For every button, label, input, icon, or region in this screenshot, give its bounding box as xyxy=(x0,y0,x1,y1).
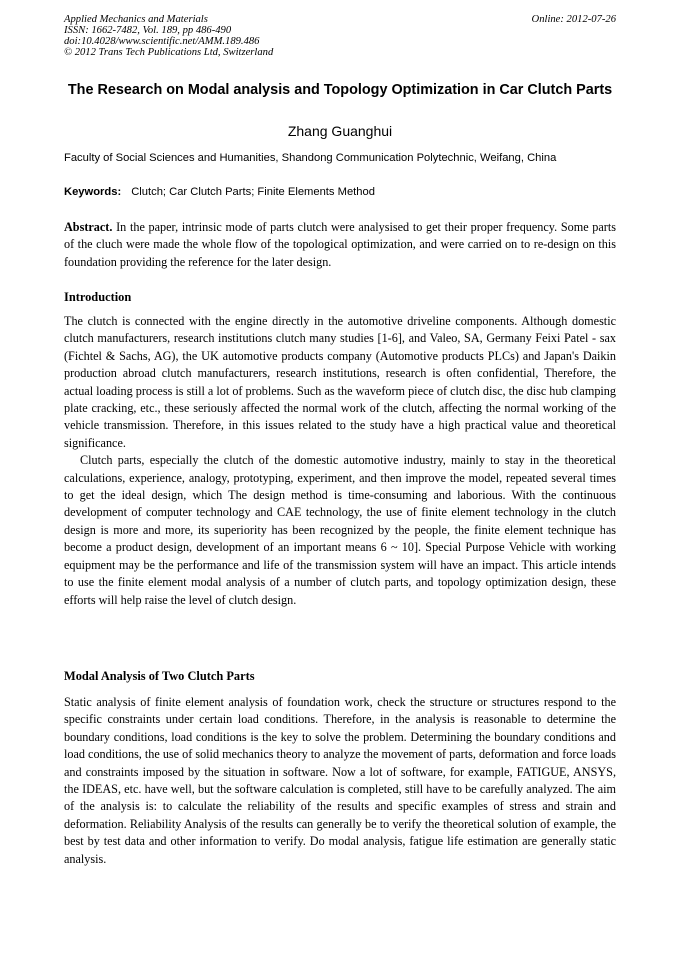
online-date: Online: 2012-07-26 xyxy=(531,14,616,25)
journal-copyright: © 2012 Trans Tech Publications Ltd, Switzerland xyxy=(64,47,274,58)
keywords xyxy=(64,185,616,199)
modal-analysis-section xyxy=(64,694,616,868)
journal-name: Applied Mechanics and Materials xyxy=(64,14,208,25)
keywords-text: Clutch; Car Clutch Parts; Finite Elements Method xyxy=(131,186,375,198)
modal-analysis-paragraph-1: Static analysis of finite element analysis of foundation work, check the structure or structures respond to the specific constraints under certain load conditions. Therefore, in the analysis is reasonable to determine the boundary conditions, load conditions is the key to solve the problem. Determining the boundary conditions and load conditions, the use of solid mechanics theory to analyze the movement of parts, deformation and force loads and constraints imposed by the situation in software. Now a lot of software, for example, FATIGUE, ANSYS, the IDEAS, etc. have well, but the software calculation is completed, still have to be carefully analyzed. The aim of the analysis is: to calculate the reliability of the results and specific examples of stress and strain and deformation. Reliability Analysis of the results can generally be to verify the theoretical solution of example, the best by test data and other information to verify. Do modal analysis, fatigue life estimation are generally static analysis. xyxy=(64,695,616,866)
introduction-paragraph-1: The clutch is connected with the engine directly in the automotive driveline components. Although domestic clutch manufacturers, research institutions clutch many studies [1-6], and Valeo, SA, Germany Feixi Patel - sax (Fichtel & Sachs, AG), the UK automotive products company (Automotive products PLCs) and Japan's Daikin production abroad clutch manufacturers, research institutions, research is often confidential, Therefore, the actual loading process is still a lot of problems. Such as the waveform piece of clutch disc, the disc hub clamping plate cracking, etc., these seriously affected the normal work of the clutch, affecting the normal working of the vehicle transmission. Therefore, in this issues related to the study have a high practical value and theoretical significance. xyxy=(64,314,616,450)
journal-doi: doi:10.4028/www.scientific.net/AMM.189.486 xyxy=(64,36,260,47)
introduction-heading: Introduction xyxy=(64,290,132,304)
keywords-label: Keywords: xyxy=(64,186,122,198)
modal-analysis-heading: Modal Analysis of Two Clutch Parts xyxy=(64,669,255,683)
introduction-section xyxy=(64,313,616,609)
author-affiliation: Faculty of Social Sciences and Humanities, Shandong Communication Polytechnic, Weifang, China xyxy=(64,152,557,164)
introduction-paragraph-2: Clutch parts, especially the clutch of the domestic automotive industry, mainly to stay in the theoretical calculations, experience, analogy, prototyping, experiment, and then improve the model, repeated several times to get the ideal design, which The design method is time-consuming and laborious. With the continuous development of computer technology and CAE technology, the use of finite element technology in the clutch design is more and more, its superiority has been recognized by the people, the finite element technique has become a product design, development of an important means 6 ~ 10]. Special Purpose Vehicle with working equipment may be the performance and life of the transmission system will have an impact. This article intends to use the finite element modal analysis of a number of clutch parts, and topology optimization design, these efforts will help raise the level of clutch design. xyxy=(64,453,616,607)
journal-header xyxy=(64,14,616,58)
abstract-text: In the paper, intrinsic mode of parts clutch were analysised to get their proper frequency. Some parts of the cluch were made the whole flow of the topological optimization, and were carried on to re-design on this foundation providing the reference for the later design. xyxy=(64,220,616,269)
journal-issn: ISSN: 1662-7482, Vol. 189, pp 486-490 xyxy=(64,25,232,36)
paper-title: The Research on Modal analysis and Topology Optimization in Car Clutch Parts xyxy=(67,82,613,98)
paper-author: Zhang Guanghui xyxy=(287,123,393,139)
abstract-label: Abstract. xyxy=(64,220,113,234)
abstract xyxy=(64,219,616,271)
